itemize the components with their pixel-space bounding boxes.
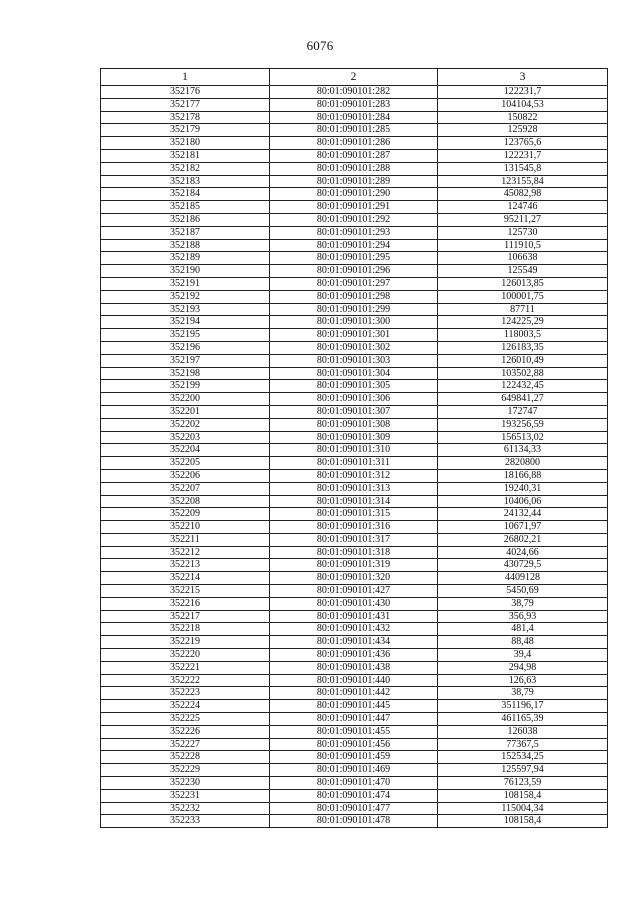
value-cell: 123155,84 [438, 175, 608, 188]
record-number-cell: 352210 [101, 521, 270, 534]
cadastral-number-cell: 80:01:090101:308 [270, 418, 438, 431]
cadastral-number-cell: 80:01:090101:283 [270, 98, 438, 111]
cadastral-number-cell: 80:01:090101:291 [270, 201, 438, 214]
table-row [101, 149, 608, 162]
value-cell: 100001,75 [438, 290, 608, 303]
record-number-cell: 352182 [101, 162, 270, 175]
table-row [101, 751, 608, 764]
table-row [101, 687, 608, 700]
record-number-cell: 352192 [101, 290, 270, 303]
record-number-cell: 352220 [101, 649, 270, 662]
record-number-cell: 352198 [101, 367, 270, 380]
table-row [101, 533, 608, 546]
data-table [100, 68, 608, 828]
table-row [101, 559, 608, 572]
value-cell: 26802,21 [438, 533, 608, 546]
table-row [101, 521, 608, 534]
table-row [101, 469, 608, 482]
cadastral-number-cell: 80:01:090101:301 [270, 329, 438, 342]
cadastral-number-cell: 80:01:090101:313 [270, 482, 438, 495]
table-row [101, 546, 608, 559]
table-row [101, 700, 608, 713]
table-header [101, 69, 608, 86]
table-row [101, 393, 608, 406]
value-cell: 38,79 [438, 597, 608, 610]
record-number-cell: 352188 [101, 239, 270, 252]
value-cell: 88,48 [438, 636, 608, 649]
table-row [101, 610, 608, 623]
record-number-cell: 352212 [101, 546, 270, 559]
table-row [101, 98, 608, 111]
record-number-cell: 352195 [101, 329, 270, 342]
cadastral-number-cell: 80:01:090101:293 [270, 226, 438, 239]
value-cell: 103502,88 [438, 367, 608, 380]
record-number-cell: 352201 [101, 405, 270, 418]
table-row [101, 674, 608, 687]
record-number-cell: 352211 [101, 533, 270, 546]
value-cell: 124746 [438, 201, 608, 214]
record-number-cell: 352207 [101, 482, 270, 495]
table-row [101, 661, 608, 674]
record-number-cell: 352200 [101, 393, 270, 406]
table-row [101, 111, 608, 124]
record-number-cell: 352229 [101, 764, 270, 777]
table-row [101, 201, 608, 214]
record-number-cell: 352177 [101, 98, 270, 111]
record-number-cell: 352180 [101, 137, 270, 150]
value-cell: 106638 [438, 252, 608, 265]
record-number-cell: 352216 [101, 597, 270, 610]
value-cell: 77367,5 [438, 738, 608, 751]
record-number-cell: 352184 [101, 188, 270, 201]
record-number-cell: 352232 [101, 802, 270, 815]
record-number-cell: 352205 [101, 457, 270, 470]
table-row [101, 367, 608, 380]
table-row [101, 508, 608, 521]
record-number-cell: 352176 [101, 86, 270, 99]
value-cell: 61134,33 [438, 444, 608, 457]
record-number-cell: 352179 [101, 124, 270, 137]
table-row [101, 213, 608, 226]
table-row [101, 239, 608, 252]
value-cell: 126013,85 [438, 277, 608, 290]
table-row [101, 175, 608, 188]
table-row [101, 597, 608, 610]
table-row [101, 802, 608, 815]
value-cell: 76123,59 [438, 777, 608, 790]
table-row [101, 252, 608, 265]
value-cell: 122432,45 [438, 380, 608, 393]
cadastral-number-cell: 80:01:090101:427 [270, 585, 438, 598]
table-row [101, 585, 608, 598]
record-number-cell: 352225 [101, 713, 270, 726]
record-number-cell: 352219 [101, 636, 270, 649]
cadastral-number-cell: 80:01:090101:316 [270, 521, 438, 534]
column-header-2: 2 [270, 69, 438, 86]
column-header-1: 1 [101, 69, 270, 86]
value-cell: 172747 [438, 405, 608, 418]
table-body [101, 86, 608, 828]
cadastral-number-cell: 80:01:090101:298 [270, 290, 438, 303]
value-cell: 126183,35 [438, 341, 608, 354]
cadastral-number-cell: 80:01:090101:474 [270, 789, 438, 802]
value-cell: 126010,49 [438, 354, 608, 367]
cadastral-number-cell: 80:01:090101:442 [270, 687, 438, 700]
cadastral-number-cell: 80:01:090101:455 [270, 725, 438, 738]
value-cell: 126,63 [438, 674, 608, 687]
cadastral-number-cell: 80:01:090101:320 [270, 572, 438, 585]
record-number-cell: 352206 [101, 469, 270, 482]
record-number-cell: 352183 [101, 175, 270, 188]
value-cell: 156513,02 [438, 431, 608, 444]
value-cell: 124225,29 [438, 316, 608, 329]
cadastral-number-cell: 80:01:090101:440 [270, 674, 438, 687]
table-row [101, 789, 608, 802]
cadastral-number-cell: 80:01:090101:286 [270, 137, 438, 150]
table-row [101, 444, 608, 457]
table-row [101, 329, 608, 342]
cadastral-number-cell: 80:01:090101:292 [270, 213, 438, 226]
cadastral-number-cell: 80:01:090101:299 [270, 303, 438, 316]
cadastral-number-cell: 80:01:090101:310 [270, 444, 438, 457]
table-row [101, 341, 608, 354]
table-row [101, 162, 608, 175]
record-number-cell: 352209 [101, 508, 270, 521]
record-number-cell: 352178 [101, 111, 270, 124]
table-row [101, 277, 608, 290]
record-number-cell: 352185 [101, 201, 270, 214]
record-number-cell: 352217 [101, 610, 270, 623]
cadastral-number-cell: 80:01:090101:318 [270, 546, 438, 559]
value-cell: 10406,06 [438, 495, 608, 508]
table-row [101, 316, 608, 329]
cadastral-number-cell: 80:01:090101:445 [270, 700, 438, 713]
value-cell: 150822 [438, 111, 608, 124]
cadastral-number-cell: 80:01:090101:285 [270, 124, 438, 137]
table-row [101, 303, 608, 316]
table-row [101, 290, 608, 303]
table-row [101, 572, 608, 585]
table-row [101, 226, 608, 239]
table-row [101, 738, 608, 751]
cadastral-number-cell: 80:01:090101:289 [270, 175, 438, 188]
value-cell: 122231,7 [438, 86, 608, 99]
record-number-cell: 352187 [101, 226, 270, 239]
table-row [101, 188, 608, 201]
value-cell: 115004,34 [438, 802, 608, 815]
cadastral-number-cell: 80:01:090101:470 [270, 777, 438, 790]
value-cell: 19240,31 [438, 482, 608, 495]
value-cell: 4024,66 [438, 546, 608, 559]
table-row [101, 777, 608, 790]
value-cell: 108158,4 [438, 815, 608, 828]
table-row [101, 137, 608, 150]
column-header-3: 3 [438, 69, 608, 86]
record-number-cell: 352208 [101, 495, 270, 508]
table-row [101, 764, 608, 777]
cadastral-number-cell: 80:01:090101:284 [270, 111, 438, 124]
cadastral-number-cell: 80:01:090101:447 [270, 713, 438, 726]
cadastral-number-cell: 80:01:090101:436 [270, 649, 438, 662]
record-number-cell: 352199 [101, 380, 270, 393]
value-cell: 4409128 [438, 572, 608, 585]
record-number-cell: 352215 [101, 585, 270, 598]
table-row [101, 418, 608, 431]
table-row [101, 725, 608, 738]
cadastral-number-cell: 80:01:090101:317 [270, 533, 438, 546]
cadastral-number-cell: 80:01:090101:307 [270, 405, 438, 418]
cadastral-number-cell: 80:01:090101:430 [270, 597, 438, 610]
table-row [101, 495, 608, 508]
record-number-cell: 352226 [101, 725, 270, 738]
cadastral-number-cell: 80:01:090101:315 [270, 508, 438, 521]
cadastral-number-cell: 80:01:090101:303 [270, 354, 438, 367]
cadastral-number-cell: 80:01:090101:290 [270, 188, 438, 201]
table-row [101, 457, 608, 470]
table-row [101, 265, 608, 278]
cadastral-number-cell: 80:01:090101:302 [270, 341, 438, 354]
value-cell: 481,4 [438, 623, 608, 636]
value-cell: 2820800 [438, 457, 608, 470]
table-row [101, 815, 608, 828]
value-cell: 461165,39 [438, 713, 608, 726]
cadastral-number-cell: 80:01:090101:311 [270, 457, 438, 470]
cadastral-number-cell: 80:01:090101:456 [270, 738, 438, 751]
cadastral-number-cell: 80:01:090101:314 [270, 495, 438, 508]
record-number-cell: 352233 [101, 815, 270, 828]
cadastral-number-cell: 80:01:090101:305 [270, 380, 438, 393]
value-cell: 24132,44 [438, 508, 608, 521]
value-cell: 87711 [438, 303, 608, 316]
cadastral-number-cell: 80:01:090101:478 [270, 815, 438, 828]
record-number-cell: 352190 [101, 265, 270, 278]
value-cell: 111910,5 [438, 239, 608, 252]
cadastral-number-cell: 80:01:090101:294 [270, 239, 438, 252]
record-number-cell: 352186 [101, 213, 270, 226]
table-row [101, 354, 608, 367]
cadastral-number-cell: 80:01:090101:295 [270, 252, 438, 265]
cadastral-number-cell: 80:01:090101:304 [270, 367, 438, 380]
record-number-cell: 352196 [101, 341, 270, 354]
table-row [101, 713, 608, 726]
record-number-cell: 352189 [101, 252, 270, 265]
cadastral-number-cell: 80:01:090101:477 [270, 802, 438, 815]
cadastral-number-cell: 80:01:090101:459 [270, 751, 438, 764]
table-row [101, 482, 608, 495]
record-number-cell: 352197 [101, 354, 270, 367]
table-row [101, 623, 608, 636]
value-cell: 122231,7 [438, 149, 608, 162]
value-cell: 351196,17 [438, 700, 608, 713]
cadastral-number-cell: 80:01:090101:306 [270, 393, 438, 406]
cadastral-number-cell: 80:01:090101:296 [270, 265, 438, 278]
record-number-cell: 352218 [101, 623, 270, 636]
cadastral-number-cell: 80:01:090101:319 [270, 559, 438, 572]
cadastral-number-cell: 80:01:090101:300 [270, 316, 438, 329]
value-cell: 123765,6 [438, 137, 608, 150]
value-cell: 152534,25 [438, 751, 608, 764]
cadastral-number-cell: 80:01:090101:438 [270, 661, 438, 674]
value-cell: 5450,69 [438, 585, 608, 598]
record-number-cell: 352223 [101, 687, 270, 700]
record-number-cell: 352181 [101, 149, 270, 162]
record-number-cell: 352194 [101, 316, 270, 329]
value-cell: 126038 [438, 725, 608, 738]
table-row [101, 636, 608, 649]
value-cell: 45082,98 [438, 188, 608, 201]
value-cell: 10671,97 [438, 521, 608, 534]
table-row [101, 124, 608, 137]
value-cell: 193256,59 [438, 418, 608, 431]
value-cell: 125549 [438, 265, 608, 278]
record-number-cell: 352228 [101, 751, 270, 764]
table-row [101, 649, 608, 662]
cadastral-number-cell: 80:01:090101:432 [270, 623, 438, 636]
value-cell: 95211,27 [438, 213, 608, 226]
cadastral-number-cell: 80:01:090101:434 [270, 636, 438, 649]
record-number-cell: 352222 [101, 674, 270, 687]
value-cell: 104104,53 [438, 98, 608, 111]
cadastral-number-cell: 80:01:090101:287 [270, 149, 438, 162]
cadastral-number-cell: 80:01:090101:297 [270, 277, 438, 290]
value-cell: 118003,5 [438, 329, 608, 342]
table-row [101, 86, 608, 99]
record-number-cell: 352202 [101, 418, 270, 431]
table-row [101, 380, 608, 393]
value-cell: 125730 [438, 226, 608, 239]
record-number-cell: 352221 [101, 661, 270, 674]
value-cell: 39,4 [438, 649, 608, 662]
record-number-cell: 352191 [101, 277, 270, 290]
value-cell: 430729,5 [438, 559, 608, 572]
header-row [101, 69, 608, 86]
table-row [101, 431, 608, 444]
page-number: 6076 [306, 38, 334, 53]
record-number-cell: 352231 [101, 789, 270, 802]
value-cell: 294,98 [438, 661, 608, 674]
cadastral-number-cell: 80:01:090101:312 [270, 469, 438, 482]
cadastral-number-cell: 80:01:090101:431 [270, 610, 438, 623]
cadastral-number-cell: 80:01:090101:288 [270, 162, 438, 175]
record-number-cell: 352230 [101, 777, 270, 790]
record-number-cell: 352214 [101, 572, 270, 585]
record-number-cell: 352213 [101, 559, 270, 572]
value-cell: 38,79 [438, 687, 608, 700]
cadastral-number-cell: 80:01:090101:282 [270, 86, 438, 99]
value-cell: 131545,8 [438, 162, 608, 175]
record-number-cell: 352193 [101, 303, 270, 316]
record-number-cell: 352227 [101, 738, 270, 751]
value-cell: 108158,4 [438, 789, 608, 802]
value-cell: 125597,94 [438, 764, 608, 777]
record-number-cell: 352204 [101, 444, 270, 457]
record-number-cell: 352203 [101, 431, 270, 444]
value-cell: 356,93 [438, 610, 608, 623]
value-cell: 125928 [438, 124, 608, 137]
cadastral-number-cell: 80:01:090101:309 [270, 431, 438, 444]
value-cell: 649841,27 [438, 393, 608, 406]
record-number-cell: 352224 [101, 700, 270, 713]
table-row [101, 405, 608, 418]
value-cell: 18166,88 [438, 469, 608, 482]
cadastral-number-cell: 80:01:090101:469 [270, 764, 438, 777]
